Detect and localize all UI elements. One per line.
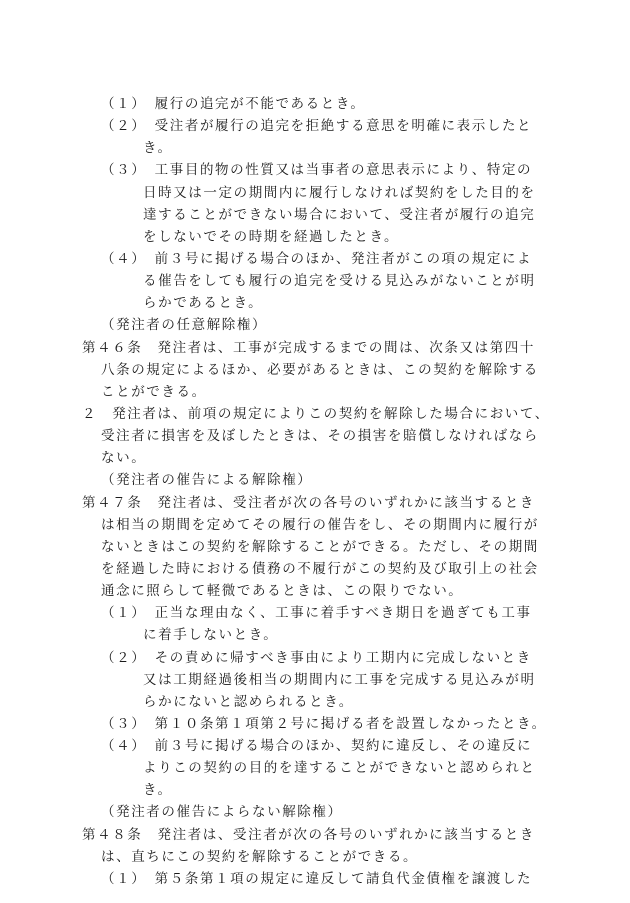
article-47-continuation: を経過した時における債務の不履行がこの契約及び取引上の社会	[101, 560, 539, 577]
article-46-continuation: 八条の規定によるほか、必要があるときは、この契約を解除する	[101, 361, 539, 378]
item-1-continuation: に着手しないとき。	[143, 627, 279, 644]
article-48-line: 第４８条 発注者は、受注者が次の各号のいずれかに該当するとき	[82, 826, 535, 843]
article-heading: （発注者の任意解除権）	[101, 317, 268, 334]
paragraph-2-continuation: ない。	[101, 450, 147, 467]
item-4-continuation: らかであるとき。	[143, 295, 264, 312]
article-46-line: 第４６条 発注者は、工事が完成するまでの間は、次条又は第四十	[82, 339, 535, 356]
item-2-continuation: 又は工期経過後相当の期間内に工事を完成する見込みが明	[143, 671, 536, 688]
item-4-line: （４） 前３号に掲げる場合のほか、発注者がこの項の規定によ	[101, 251, 533, 267]
item-3-line: （３） 第１０条第１項第２号に掲げる者を設置しなかったとき。	[101, 715, 547, 732]
paragraph-2-line: ２ 発注者は、前項の規定によりこの契約を解除した場合において、	[82, 405, 550, 422]
item-2-line: （２） 受注者が履行の追完を拒絶する意思を明確に表示したと	[101, 118, 533, 135]
article-47-continuation: は相当の期間を定めてその履行の催告をし、その期間内に履行が	[101, 516, 539, 533]
article-47-continuation: ないときはこの契約を解除することができる。ただし、その期間	[101, 538, 539, 555]
item-2-continuation: き。	[143, 140, 173, 157]
item-1-line: （１） 履行の追完が不能であるとき。	[101, 96, 366, 112]
item-4-continuation: る催告をしても履行の追完を受ける見込みがないことが明	[143, 273, 536, 290]
item-2-continuation: らかにないと認められるとき。	[143, 693, 354, 710]
article-heading: （発注者の催告による解除権）	[101, 472, 313, 489]
item-3-line: （３） 工事目的物の性質又は当事者の意思表示により、特定の	[101, 162, 533, 179]
article-47-line: 第４７条 発注者は、受注者が次の各号のいずれかに該当するとき	[82, 494, 535, 511]
article-46-continuation: ことができる。	[101, 383, 207, 400]
item-1-line: （１） 第５条第１項の規定に違反して請負代金債権を譲渡した	[101, 870, 533, 887]
item-2-line: （２） その責めに帰すべき事由により工期内に完成しないとき	[101, 649, 532, 666]
item-4-continuation: よりこの契約の目的を達することができないと認められと	[143, 760, 536, 777]
article-48-continuation: は、直ちにこの契約を解除することができる。	[101, 848, 419, 865]
paragraph-2-continuation: 受注者に損害を及ぼしたときは、その損害を賠償しなければなら	[101, 428, 539, 445]
item-1-line: （１） 正当な理由なく、工事に着手すべき期日を過ぎても工事	[101, 605, 532, 622]
item-4-line: （４） 前３号に掲げる場合のほか、契約に違反し、その違反に	[101, 738, 533, 754]
article-heading: （発注者の催告によらない解除権）	[101, 804, 343, 821]
item-3-continuation: 達することができない場合において、受注者が履行の追完	[143, 206, 536, 223]
item-3-continuation: をしないでその時期を経過したとき。	[143, 228, 400, 245]
article-47-continuation: 通念に照らして軽微であるときは、この限りでない。	[101, 583, 464, 600]
item-3-continuation: 日時又は一定の期間内に履行しなければ契約をした目的を	[143, 184, 536, 201]
item-4-continuation: き。	[143, 782, 173, 799]
